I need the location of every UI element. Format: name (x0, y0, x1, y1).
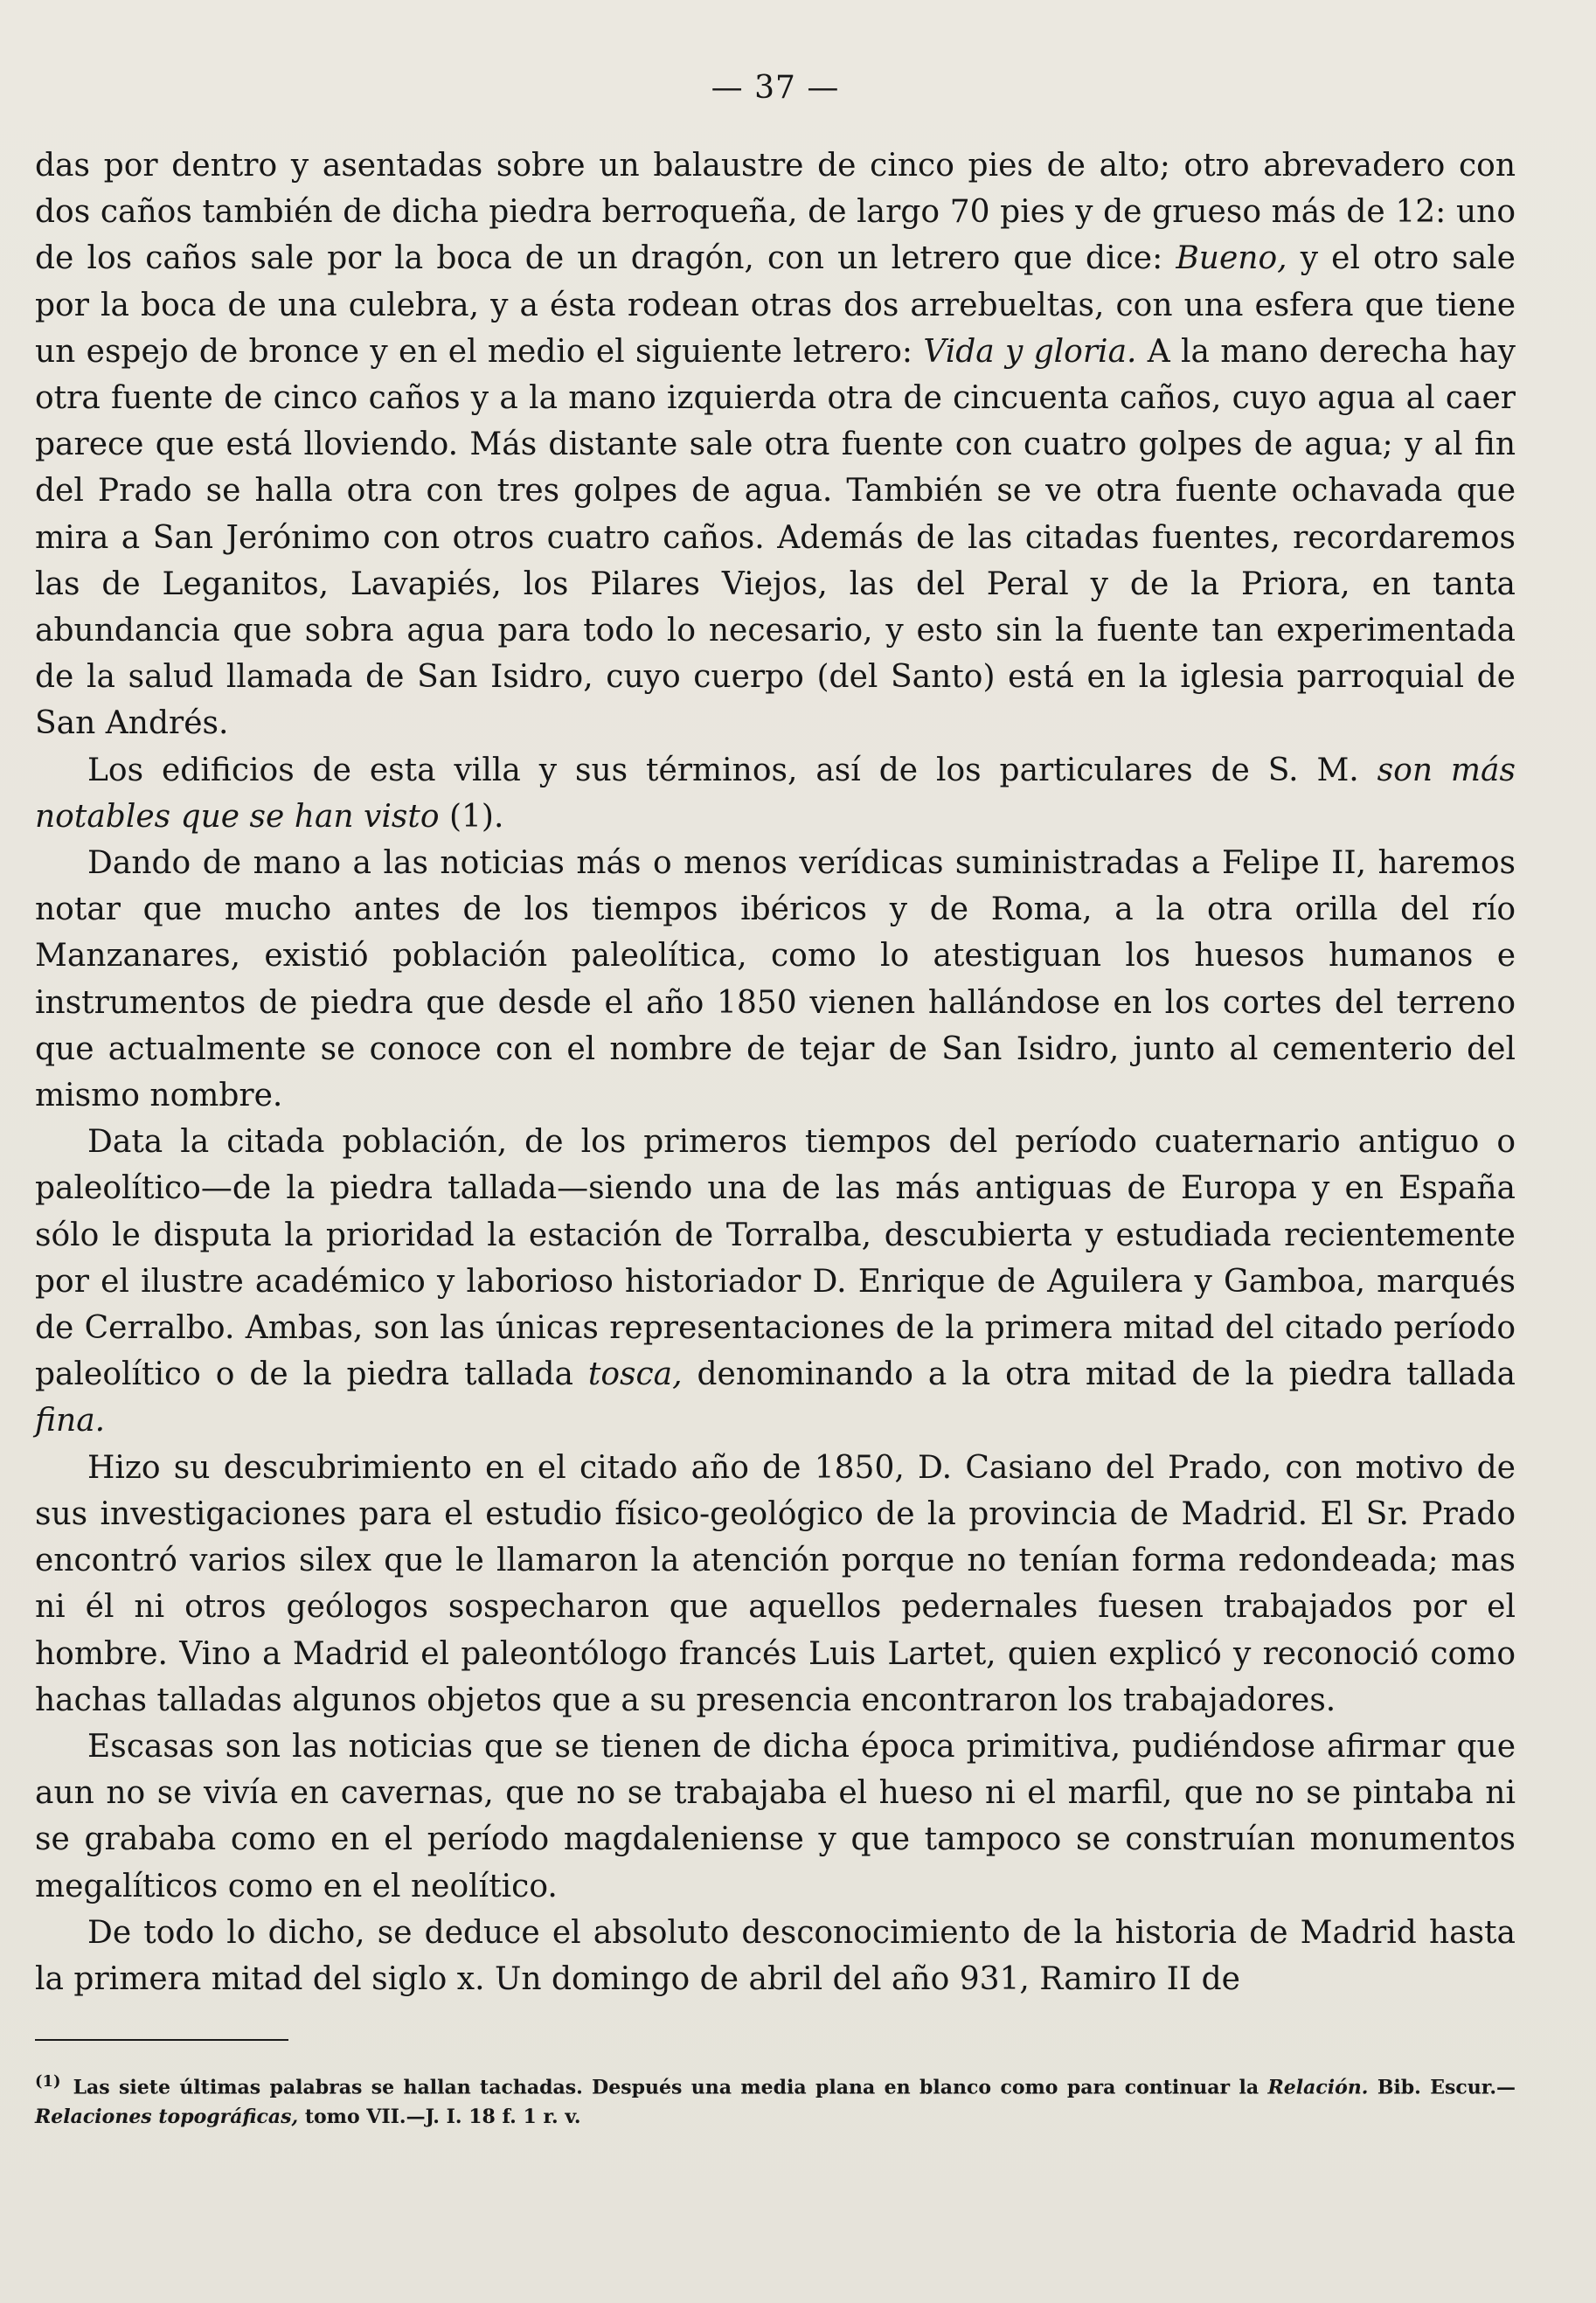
footnote-italic: Relación. (1267, 2076, 1369, 2099)
text-run: Escasas son las noticias que se tienen de dicha época primitiva, pudiéndose afirmar que aun no se vivía en cavernas, que no se trabajaba el hueso ni el marfil, que no se pintaba ni se grababa como en el período magdaleniense y que tampoco se construían monumentos megalíticos como en el neolítico. (35, 1728, 1516, 1904)
body-text (35, 142, 1516, 2002)
paragraph (35, 142, 1516, 747)
footnote-text: Las siete últimas palabras se hallan tachadas. Después una media plana en blanco como para continuar la (73, 2076, 1268, 2099)
italic-run: son más notables que se han visto (35, 752, 1516, 835)
footnote-ref: (1). (439, 798, 504, 835)
text-run: Los edificios de esta villa y sus términos, así de los particulares de S. M. (87, 752, 1377, 788)
italic-run: fina. (35, 1403, 106, 1439)
page-number: — 37 — (711, 70, 840, 106)
paragraph (35, 747, 1516, 840)
text-run: y el otro sale por la boca de una culebra, y a ésta rodean otras dos arrebueltas, con una esfera que tiene un espejo de bronce y en el medio el siguiente letrero: (35, 240, 1516, 370)
footnote (35, 2067, 1516, 2132)
text-run: De todo lo dicho, se deduce el absoluto desconocimiento de la historia de Madrid hasta la primera mitad del siglo x. Un domingo de abril del año 931, Ramiro II de (35, 1914, 1516, 1997)
footnote-divider (35, 2039, 288, 2041)
footnote-source-ref: tomo VII.—J. I. 18 f. 1 r. v. (298, 2105, 581, 2129)
italic-run: Bueno, (1176, 240, 1287, 277)
italic-run: tosca, (587, 1356, 683, 1393)
italic-run: Vida y gloria. (923, 333, 1137, 370)
paragraph (35, 1724, 1516, 1910)
paragraph (35, 840, 1516, 1119)
footnote-text: Bib. Escur.— (1368, 2076, 1516, 2099)
paragraph (35, 1910, 1516, 2002)
text-run: A la mano derecha hay otra fuente de cinco caños y a la mano izquierda otra de cincuenta caños, cuyo agua al caer parece que está lloviendo. Más distante sale otra fuente con cuatro golpes de agua; y al fin del Prado se halla otra con tres golpes de agua. También se ve otra fuente ochavada que mira a San Jerónimo con otros cuatro caños. Además de las citadas fuentes, recordaremos las de Leganitos, Lavapiés, los Pilares Viejos, las del Peral y de la Priora, en tanta abundancia que sobra agua para todo lo necesario, y esto sin la fuente tan experimentada de la salud llamada de San Isidro, cuyo cuerpo (del Santo) está en la iglesia parroquial de San Andrés. (35, 333, 1516, 742)
text-run: Hizo su descubrimiento en el citado año de 1850, D. Casiano del Prado, con motivo de sus investigaciones para el estudio físico-geológico de la provincia de Madrid. El Sr. Prado encontró varios silex que le llamaron la atención porque no tenían forma redondeada; mas ni él ni otros geólogos sospecharon que aquellos pedernales fuesen trabajados por el hombre. Vino a Madrid el paleontólogo francés Luis Lartet, quien explicó y reconoció como hachas talladas algunos objetos que a su presencia encontraron los trabajadores. (35, 1449, 1516, 1718)
footnote-marker: (1) (35, 2072, 61, 2091)
footnote-source-title: Relaciones topográficas, (35, 2105, 299, 2129)
text-run: das por dentro y asentadas sobre un balaustre de cinco pies de alto; otro abrevadero con dos caños también de dicha piedra berroqueña, de largo 70 pies y de grueso más de 12: uno de los caños sale por la boca de un dragón, con un letrero que dice: (35, 148, 1516, 277)
paragraph (35, 1445, 1516, 1724)
text-run: Data la citada población, de los primeros tiempos del período cuaternario antiguo o paleolítico—de la piedra tallada—siendo una de las más antiguas de Europa y en España sólo le disputa la prioridad la estación de Torralba, descubierta y estudiada recientemente por el ilustre académico y laborioso historiador D. Enrique de Aguilera y Gamboa, marqués de Cerralbo. Ambas, son las únicas representaciones de la primera mitad del citado período paleolítico o de la piedra tallada (35, 1124, 1516, 1393)
paragraph (35, 1119, 1516, 1444)
text-run: denominando a la otra mitad de la piedra tallada (682, 1356, 1516, 1393)
text-run: Dando de mano a las noticias más o menos verídicas suministradas a Felipe II, haremos notar que mucho antes de los tiempos ibéricos y de Roma, a la otra orilla del río Manzanares, existió población paleolítica, como lo atestiguan los huesos humanos e instrumentos de piedra que desde el año 1850 vienen hallándose en los cortes del terreno que actualmente se conoce con el nombre de tejar de San Isidro, junto al cementerio del mismo nombre. (35, 845, 1516, 1114)
